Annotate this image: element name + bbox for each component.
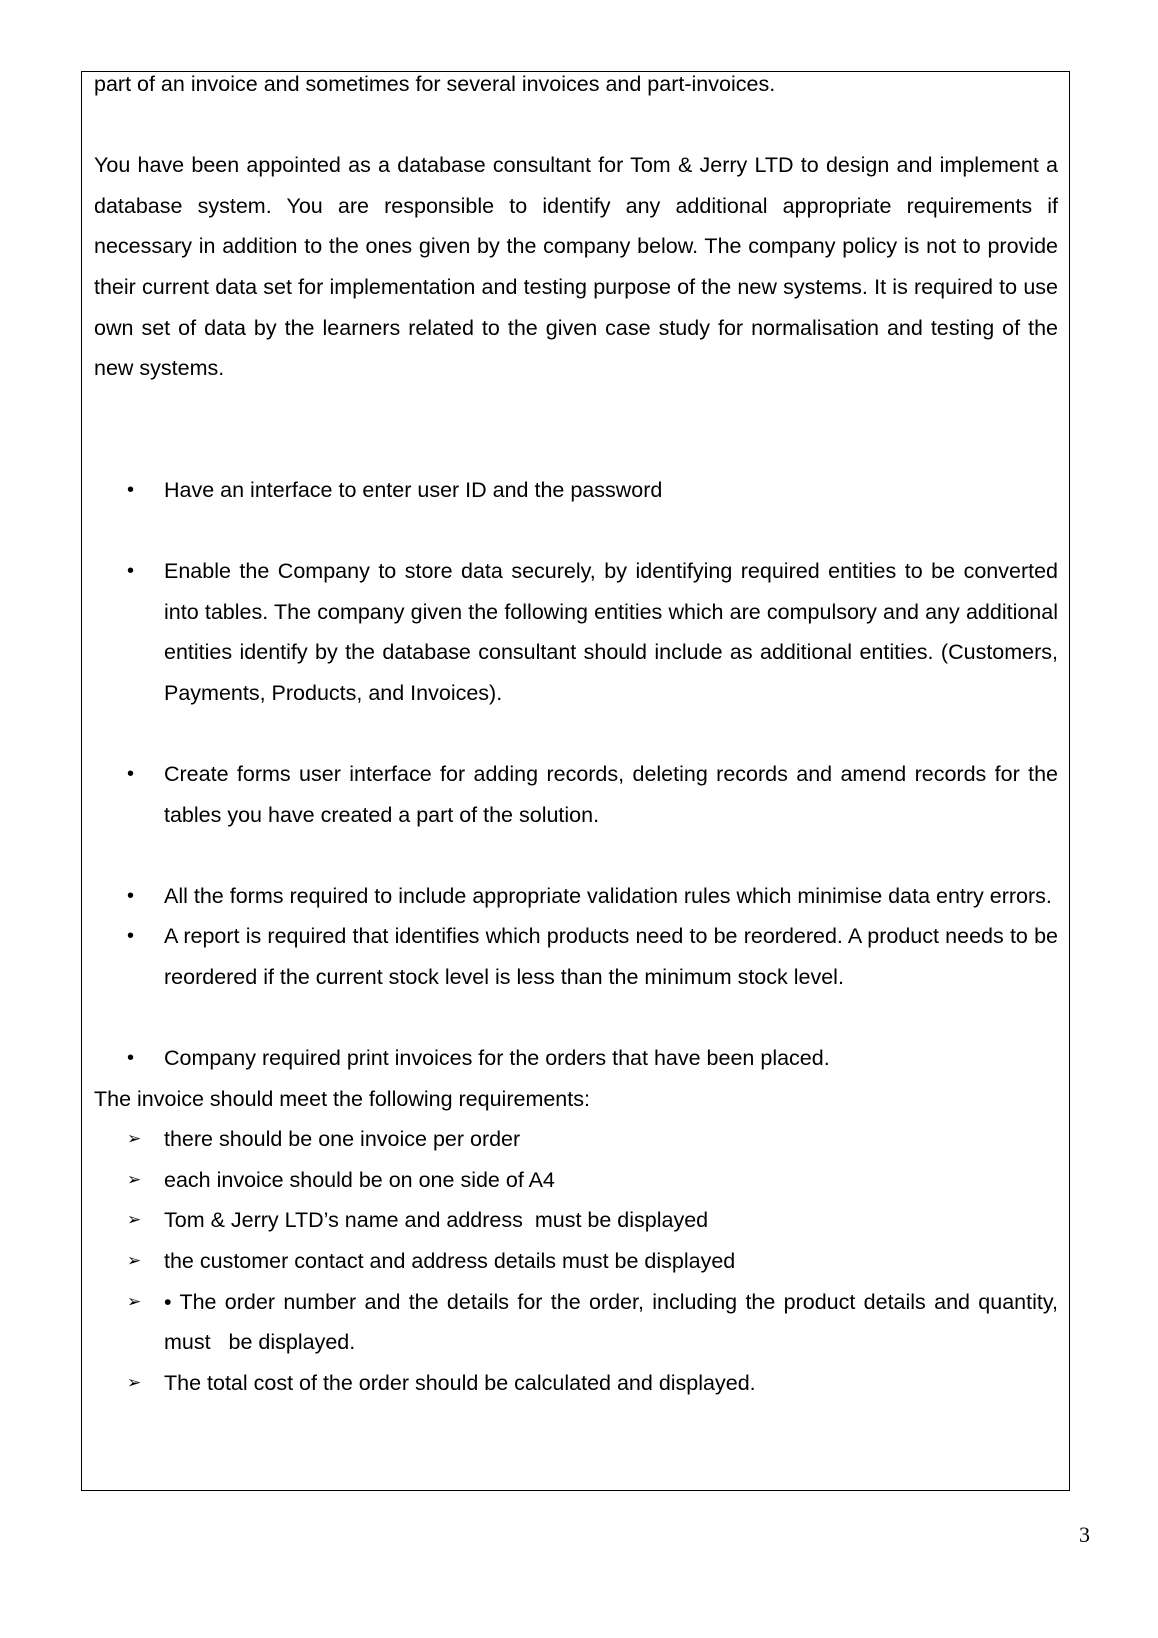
invoice-requirement-text: The total cost of the order should be calculated and displayed. [164,1370,756,1395]
list-item [94,1119,1058,1160]
requirement-text: Company required print invoices for the orders that have been placed. [164,1046,830,1071]
list-item [94,1038,1058,1079]
spacer [94,105,1058,146]
bullet-icon: • [127,1047,135,1070]
arrow-bullet-icon: ➢ [127,1129,142,1150]
list-item [94,916,1058,997]
list-item [94,876,1058,917]
requirement-text: A report is required that identifies which products need to be reordered. A product needs to be reordered if the current stock level is less than the minimum stock level. [164,924,1058,989]
consultant-paragraph: You have been appointed as a database consultant for Tom & Jerry LTD to design and implement a database system. You are responsible to identify any additional appropriate requirements if necessary in addition to the ones given by the company below. The company policy is not to provide their current data set for implementation and testing purpose of the new systems. It is required to use own set of data by the learners related to the given case study for normalisation and testing of the new systems. [94,153,1058,381]
invoice-requirement-text: each invoice should be on one side of A4 [164,1167,555,1192]
invoice-requirement-text: • The order number and the details for the order, including the product details and quantity, must be displayed. [164,1289,1064,1355]
requirement-text: Create forms user interface for adding records, deleting records and amend records for the tables you have created a part of the solution. [164,761,1058,827]
requirement-text: All the forms required to include appropriate validation rules which minimise data entry errors. [164,883,1052,908]
invoice-requirement-text: the customer contact and address details must be displayed [164,1249,736,1274]
arrow-bullet-icon: ➢ [127,1251,142,1272]
list-item [94,754,1058,835]
arrow-bullet-icon: ➢ [127,1169,142,1190]
arrow-bullet-icon: ➢ [127,1210,142,1231]
invoice-requirement-text: there should be one invoice per order [164,1127,521,1152]
invoice-requirements-list [94,1119,1064,1403]
bullet-icon: • [127,925,135,948]
bullet-icon: • [127,762,135,785]
list-item [94,1160,1058,1201]
bullet-icon: • [127,559,135,582]
list-item [94,470,1058,511]
document-body [94,64,1064,1403]
intro-continuation: part of an invoice and sometimes for several invoices and part-invoices. [94,72,776,96]
spacer [94,389,1058,470]
invoice-requirement-text: Tom & Jerry LTD’s name and address must be displayed [164,1208,709,1233]
requirement-text: Have an interface to enter user ID and the password [164,477,663,502]
list-item [94,1200,1058,1241]
list-item [94,1282,1064,1363]
list-item [94,1241,1058,1282]
arrow-bullet-icon: ➢ [127,1291,142,1312]
bullet-icon: • [127,478,135,501]
list-item [94,551,1058,713]
invoice-requirements-heading: The invoice should meet the following requirements: [94,1086,590,1111]
requirement-text: Enable the Company to store data securely, by identifying required entities to be converted into tables. The company given the following entities which are compulsory and any additional entities identify by the database consultant should include as additional entities. (Customers, Payments, Products, and Invoices). [164,558,1058,705]
bullet-icon: • [127,884,135,907]
page-number: 3 [1079,1522,1090,1547]
arrow-bullet-icon: ➢ [127,1372,142,1393]
requirements-list [94,470,1058,1079]
list-item [94,1363,1058,1404]
